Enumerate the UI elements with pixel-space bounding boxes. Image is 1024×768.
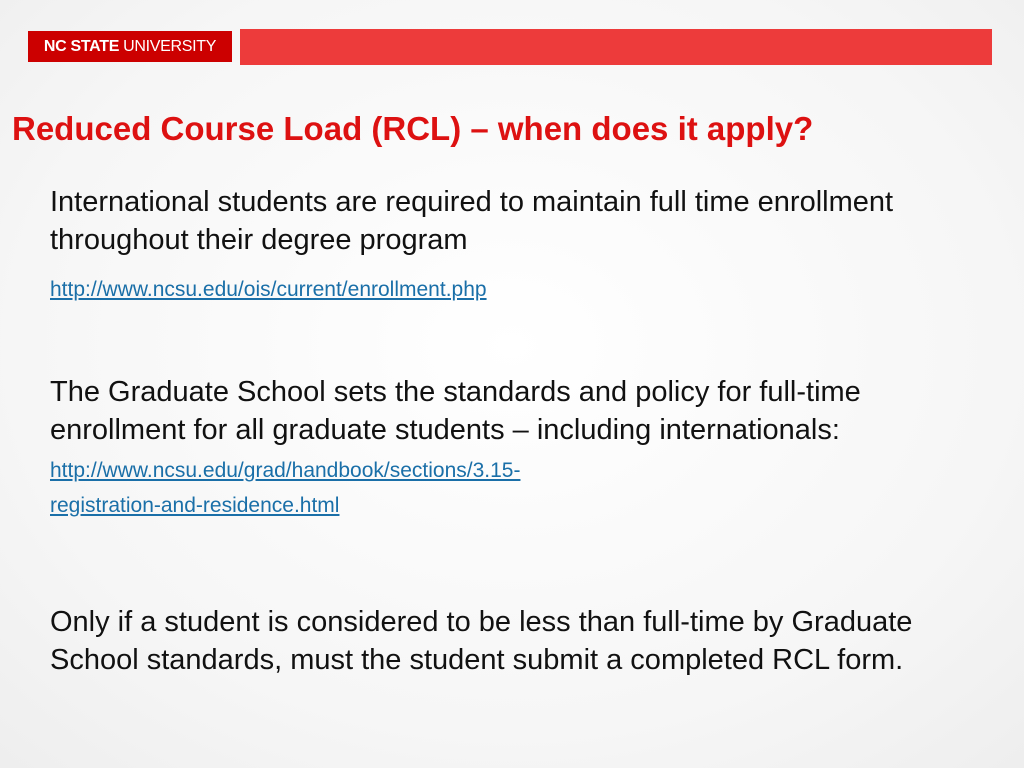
header-stripe [240,29,992,65]
slide-title: Reduced Course Load (RCL) – when does it apply? [12,110,814,147]
handbook-link-part1[interactable]: http://www.ncsu.edu/grad/handbook/sections/3.15- [50,459,521,482]
ncstate-logo[interactable] [28,31,232,62]
paragraph-graduate-school [50,373,1000,520]
link-line-enrollment [50,276,487,304]
logo-thin-text: UNIVERSITY [123,37,217,55]
handbook-link-part2[interactable]: registration-and-residence.html [50,494,340,517]
paragraph-rcl-form: Only if a student is considered to be less than full-time by Graduate School standards, must the student submit a completed RCL form. [50,606,913,676]
header-bar [28,29,992,65]
enrollment-link[interactable]: http://www.ncsu.edu/ois/current/enrollment.php [50,278,487,301]
graduate-school-text: The Graduate School sets the standards and policy for full-time enrollment for all graduate students – including internationals: [50,376,861,446]
logo-bold-text: NC STATE [43,37,120,55]
paragraph-enrollment: International students are required to maintain full time enrollment throughout their degree program [50,186,894,256]
